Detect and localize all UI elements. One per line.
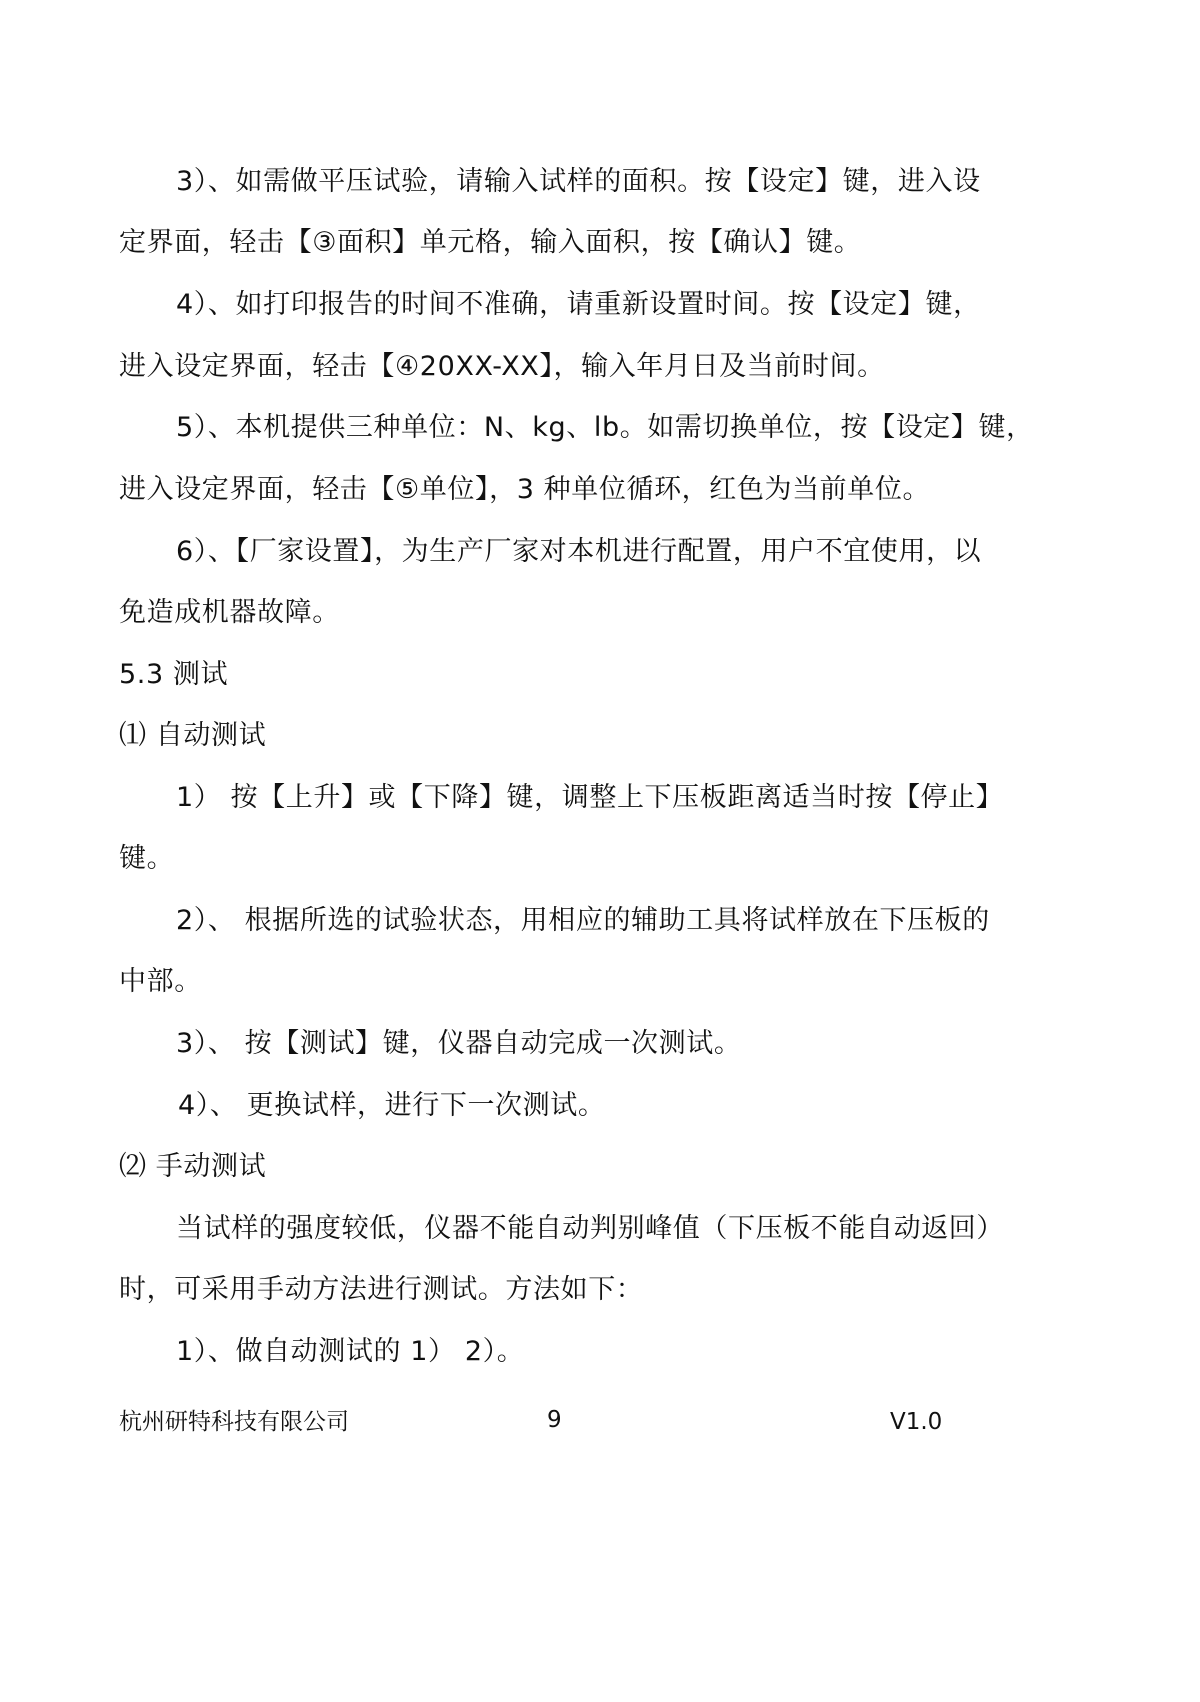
- auto-step-2-line-2: 中部。: [119, 966, 202, 997]
- auto-step-2-line-1: 2）、 根据所选的试验状态，用相应的辅助工具将试样放在下压板的: [176, 905, 990, 936]
- auto-step-3: 3）、 按【测试】键，仪器自动完成一次测试。: [176, 1028, 742, 1059]
- manual-step-1: 1）、做自动测试的 1） 2）。: [176, 1336, 525, 1367]
- subsection-heading-auto-test: ⑴ 自动测试: [119, 720, 267, 751]
- paragraph-time-line-1: 4）、如打印报告的时间不准确，请重新设置时间。按【设定】键，: [176, 289, 981, 320]
- paragraph-area-line-1: 3）、如需做平压试验，请输入试样的面积。按【设定】键，进入设: [176, 166, 981, 197]
- footer-version: V1.0: [890, 1409, 943, 1435]
- auto-step-1-line-1: 1） 按【上升】或【下降】键，调整上下压板距离适当时按【停止】: [176, 782, 1004, 813]
- paragraph-factory-line-2: 免造成机器故障。: [119, 597, 340, 628]
- section-heading-test: 5.3 测试: [119, 659, 229, 690]
- auto-step-4: 4）、 更换试样，进行下一次测试。: [178, 1090, 606, 1121]
- paragraph-factory-line-1: 6）、【厂家设置】，为生产厂家对本机进行配置，用户不宜使用，以: [176, 536, 982, 567]
- paragraph-time-line-2: 进入设定界面，轻击【④20XX-XX】，输入年月日及当前时间。: [119, 351, 885, 382]
- manual-intro-line-1: 当试样的强度较低，仪器不能自动判别峰值（下压板不能自动返回）: [176, 1213, 1004, 1244]
- auto-step-1-line-2: 键。: [119, 843, 175, 874]
- paragraph-units-line-1: 5）、本机提供三种单位：N、kg、lb。如需切换单位，按【设定】键，: [176, 412, 1034, 443]
- footer-page-number: 9: [547, 1407, 562, 1433]
- subsection-heading-manual-test: ⑵ 手动测试: [119, 1151, 267, 1182]
- manual-intro-line-2: 时，可采用手动方法进行测试。方法如下：: [119, 1274, 644, 1305]
- paragraph-area-line-2: 定界面，轻击【③面积】单元格，输入面积，按【确认】键。: [119, 227, 862, 258]
- footer-company: 杭州研特科技有限公司: [119, 1409, 349, 1435]
- paragraph-units-line-2: 进入设定界面，轻击【⑤单位】，3 种单位循环，红色为当前单位。: [119, 474, 931, 505]
